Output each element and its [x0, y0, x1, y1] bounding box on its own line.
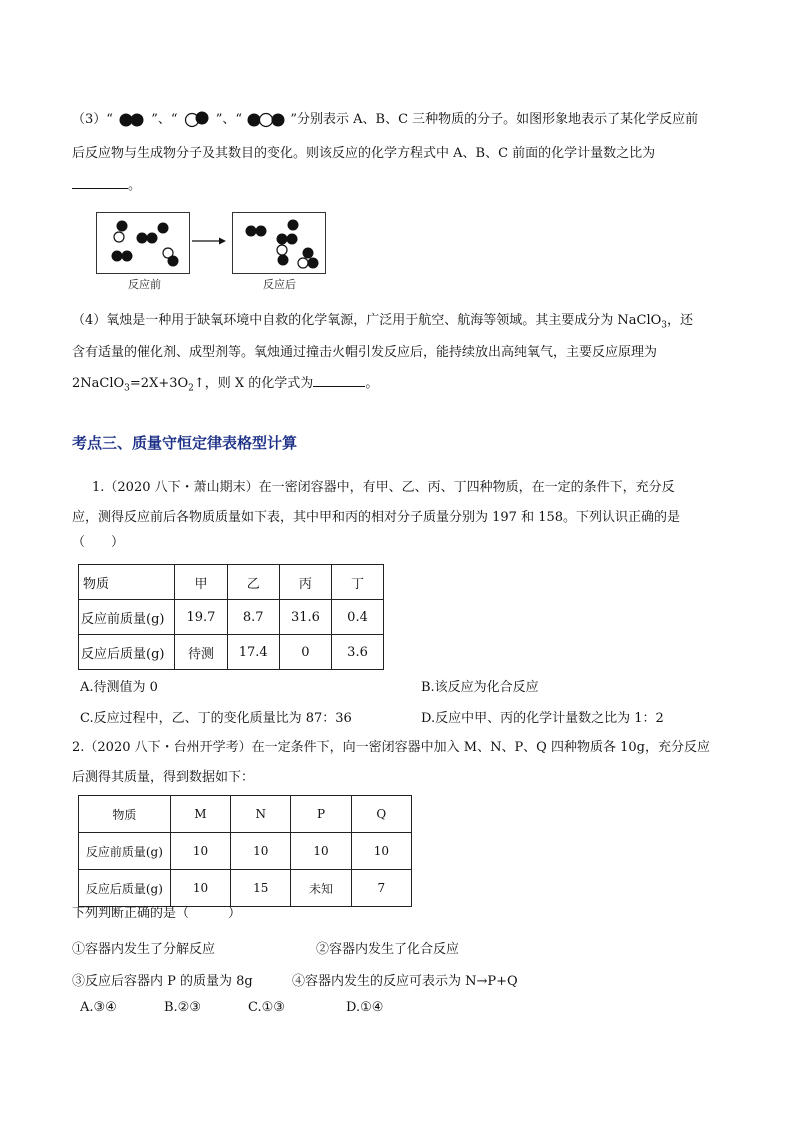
table-cell: 反应后质量(g) — [79, 635, 175, 670]
after-label: 反应后 — [263, 278, 296, 291]
table-cell: 甲 — [175, 565, 227, 600]
table-cell: 7 — [351, 870, 411, 907]
table-cell: P — [291, 796, 351, 833]
p1-line3: （ ） — [72, 535, 125, 550]
table-cell: 10 — [170, 833, 230, 870]
q3-line1: （3）“ ”、“ ”、“ ”分别表示 A、B、C 三种物质的分子。如图形象地表示了某化学反应前 — [72, 112, 699, 127]
table-cell: Q — [351, 796, 411, 833]
q4-line3: $2NaClO_3=2X+3O_2↑$，则 X 的化学式为 。 — [72, 368, 378, 405]
table-cell: 丙 — [279, 565, 331, 600]
table-cell: 10 — [231, 833, 291, 870]
table-cell: M — [170, 796, 230, 833]
table-cell: 15 — [231, 870, 291, 907]
p1-option-a[interactable]: A.待测值为 0 — [80, 680, 158, 695]
p2-option-b[interactable]: B.②③ — [164, 1000, 201, 1015]
table-cell: 待测 — [175, 635, 227, 670]
table-row — [79, 833, 412, 870]
table-row — [79, 600, 384, 635]
table-cell: N — [231, 796, 291, 833]
p2-option-d[interactable]: D.①④ — [346, 1000, 384, 1015]
answer-blank[interactable] — [72, 174, 128, 189]
before-molecules — [97, 213, 189, 273]
molecule-b-icon — [182, 111, 212, 129]
q4-line1: （4）氧烛是一种用于缺氧环境中自救的化学氧源，广泛用于航空、航海等领域。其主要成分为 NaClO$_3$，还 — [72, 313, 694, 331]
table-cell: 17.4 — [227, 635, 279, 670]
table-cell: 未知 — [291, 870, 351, 907]
table-cell: 8.7 — [227, 600, 279, 635]
table-cell: 反应前质量(g) — [79, 600, 175, 635]
after-box — [232, 212, 326, 274]
arrow-icon — [190, 236, 228, 246]
p2-statement-2: ②容器内发生了化合反应 — [316, 942, 460, 957]
table-cell: 物质 — [79, 565, 175, 600]
table-cell: 丁 — [332, 565, 384, 600]
table-cell: 3.6 — [332, 635, 384, 670]
table-cell: 乙 — [227, 565, 279, 600]
q3-line3: 。 — [72, 170, 141, 202]
table-cell: 19.7 — [175, 600, 227, 635]
table-row — [79, 635, 384, 670]
formula-blank[interactable] — [313, 372, 365, 387]
table-header-row — [79, 796, 412, 833]
table-cell: 10 — [291, 833, 351, 870]
p2-statement-3: ③反应后容器内 P 的质量为 8g — [72, 974, 253, 989]
p2-line1: 2.（2020 八下・台州开学考）在一定条件下，向一密闭容器中加入 M、N、P、Q 四种物质各 10g，充分反应 — [72, 740, 710, 755]
p1-option-d[interactable]: D.反应中甲、丙的化学计量数之比为 1：2 — [421, 711, 664, 726]
p2-option-c[interactable]: C.①③ — [248, 1000, 285, 1015]
table-cell: 0.4 — [332, 600, 384, 635]
p2-line2: 后测得其质量，得到数据如下： — [72, 770, 255, 785]
table-cell: 31.6 — [279, 600, 331, 635]
table-cell: 物质 — [79, 796, 171, 833]
p1-option-b[interactable]: B.该反应为化合反应 — [421, 680, 539, 695]
molecule-c-icon — [246, 112, 286, 128]
p1-option-c[interactable]: C.反应过程中，乙、丁的变化质量比为 87：36 — [80, 711, 352, 726]
after-molecules — [233, 213, 325, 273]
table-header-row — [79, 565, 384, 600]
table-cell: 反应后质量(g) — [79, 870, 171, 907]
p2-question: 下列判断正确的是（ ） — [72, 906, 242, 921]
p2-statement-4: ④容器内发生的反应可表示为 N→P+Q — [292, 974, 518, 989]
q3-line2: 后反应物与生成物分子及其数目的变化。则该反应的化学方程式中 A、B、C 前面的化学计量数之比为 — [72, 146, 656, 161]
p1-line1: 1.（2020 八下・萧山期末）在一密闭容器中，有甲、乙、丙、丁四种物质，在一定的条件下，充分反 — [92, 480, 675, 495]
molecule-a-icon — [117, 112, 147, 128]
p2-option-a[interactable]: A.③④ — [80, 1000, 117, 1015]
table-cell: 0 — [279, 635, 331, 670]
p2-table — [78, 795, 412, 907]
table-cell: 10 — [170, 870, 230, 907]
section-title: 考点三、质量守恒定律表格型计算 — [72, 434, 298, 452]
before-label: 反应前 — [128, 278, 161, 291]
p1-table — [78, 564, 384, 670]
before-box — [96, 212, 190, 274]
q4-line2: 含有适量的催化剂、成型剂等。氧烛通过撞击火帽引发反应后，能持续放出高纯氧气，主要反应原理为 — [72, 345, 658, 360]
p1-line2: 应，测得反应前后各物质质量如下表，其中甲和丙的相对分子质量分别为 197 和 158。下列认识正确的是 — [72, 510, 681, 525]
table-cell: 10 — [351, 833, 411, 870]
p2-statement-1: ①容器内发生了分解反应 — [72, 942, 216, 957]
table-cell: 反应前质量(g) — [79, 833, 171, 870]
